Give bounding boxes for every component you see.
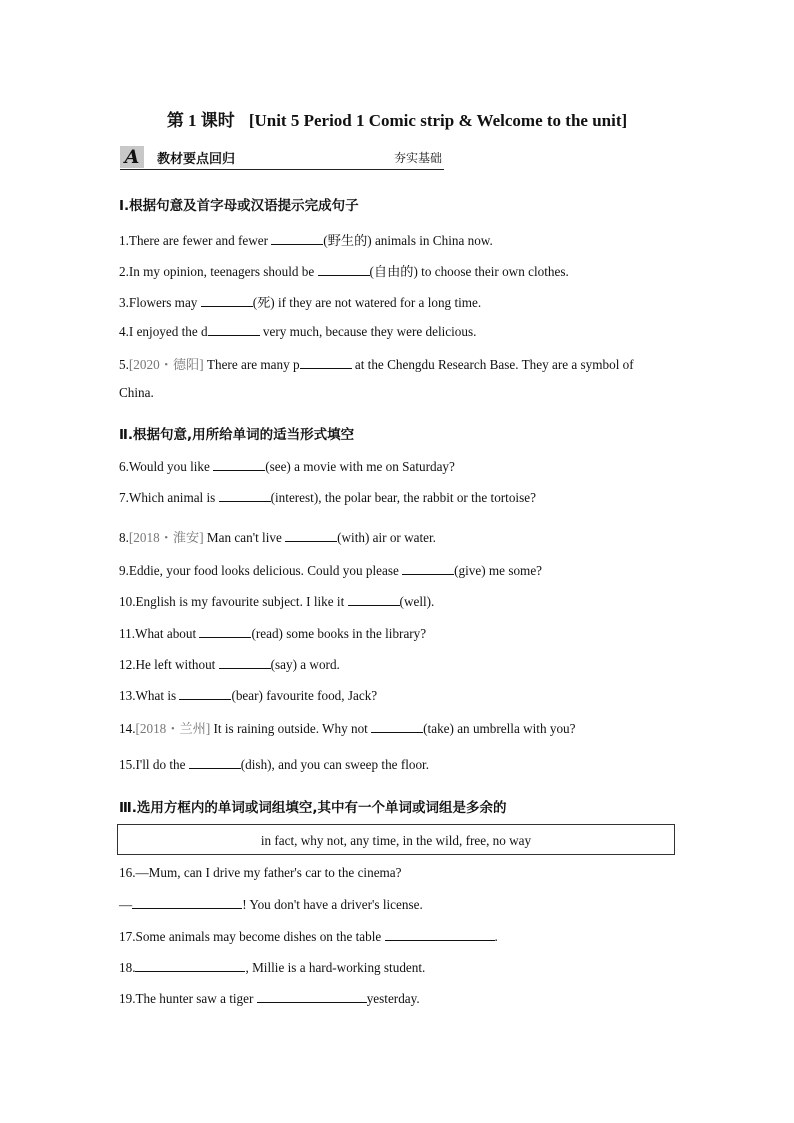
section-heading-2: Ⅱ.根据句意,用所给单词的适当形式填空 — [119, 427, 355, 443]
section-banner — [120, 145, 444, 170]
answer-blank[interactable] — [300, 356, 352, 369]
lesson-number: 第 1 课时 — [166, 111, 235, 130]
section-heading-1: Ⅰ.根据句意及首字母或汉语提示完成句子 — [119, 198, 359, 214]
answer-blank[interactable] — [271, 232, 323, 245]
answer-blank[interactable] — [285, 529, 337, 542]
question-14: 14.[2018・兰州] It is raining outside. Why not (take) an umbrella with you? — [119, 721, 576, 736]
question-3: 3.Flowers may (死) if they are not watered for a long time. — [119, 295, 482, 310]
question-15: 15.I'll do the (dish), and you can sweep the floor. — [119, 757, 430, 772]
answer-blank[interactable] — [189, 756, 241, 769]
question-10: 10.English is my favourite subject. I like it (well). — [119, 594, 435, 609]
source-tag: [2018・兰州] — [135, 721, 211, 736]
question-5: 5.[2020・德阳] There are many p at the Chengdu Research Base. They are a symbol of — [119, 357, 634, 372]
answer-blank[interactable] — [208, 323, 260, 336]
question-13: 13.What is (bear) favourite food, Jack? — [119, 688, 378, 703]
question-2: 2.In my opinion, teenagers should be (自由的) to choose their own clothes. — [119, 264, 569, 279]
answer-blank[interactable] — [135, 959, 245, 972]
answer-blank[interactable] — [179, 687, 231, 700]
banner-subtitle: 夯实基础 — [393, 151, 442, 165]
question-4: 4.I enjoyed the d very much, because they were delicious. — [119, 324, 477, 339]
answer-blank[interactable] — [213, 458, 265, 471]
word-bank-box: in fact, why not, any time, in the wild, free, no way — [117, 824, 675, 855]
source-tag: [2020・德阳] — [128, 357, 204, 372]
question-18: 18. , Millie is a hard-working student. — [119, 960, 426, 975]
question-5-cont: China. — [119, 385, 154, 400]
answer-blank[interactable] — [219, 656, 271, 669]
answer-blank[interactable] — [402, 562, 454, 575]
question-11: 11.What about (read) some books in the library? — [119, 626, 427, 641]
question-17: 17.Some animals may become dishes on the table . — [119, 929, 498, 944]
answer-blank[interactable] — [257, 990, 367, 1003]
answer-blank[interactable] — [348, 593, 400, 606]
banner-title: 教材要点回归 — [157, 152, 236, 167]
question-1: 1.There are fewer and fewer (野生的) animals in China now. — [119, 233, 493, 248]
answer-blank[interactable] — [201, 294, 253, 307]
question-7: 7.Which animal is (interest), the polar bear, the rabbit or the tortoise? — [119, 490, 536, 505]
answer-blank[interactable] — [318, 263, 370, 276]
answer-blank[interactable] — [199, 625, 251, 638]
question-16: 16.—Mum, can I drive my father's car to the cinema? — [119, 865, 402, 880]
question-12: 12.He left without (say) a word. — [119, 657, 340, 672]
answer-blank[interactable] — [371, 720, 423, 733]
unit-title: [Unit 5 Period 1 Comic strip & Welcome to the unit] — [248, 111, 628, 130]
answer-blank[interactable] — [219, 489, 271, 502]
answer-blank[interactable] — [385, 928, 495, 941]
page-title — [0, 106, 794, 131]
banner-badge: A — [120, 146, 144, 168]
question-6: 6.Would you like (see) a movie with me on Saturday? — [119, 459, 455, 474]
source-tag: [2018・淮安] — [128, 530, 204, 545]
question-9: 9.Eddie, your food looks delicious. Could you please (give) me some? — [119, 563, 543, 578]
question-16-reply: — ! You don't have a driver's license. — [119, 897, 423, 912]
section-heading-3: Ⅲ.选用方框内的单词或词组填空,其中有一个单词或词组是多余的 — [119, 800, 507, 816]
answer-blank[interactable] — [132, 896, 242, 909]
question-8: 8.[2018・淮安] Man can't live (with) air or water. — [119, 530, 436, 545]
question-19: 19.The hunter saw a tiger yesterday. — [119, 991, 420, 1006]
